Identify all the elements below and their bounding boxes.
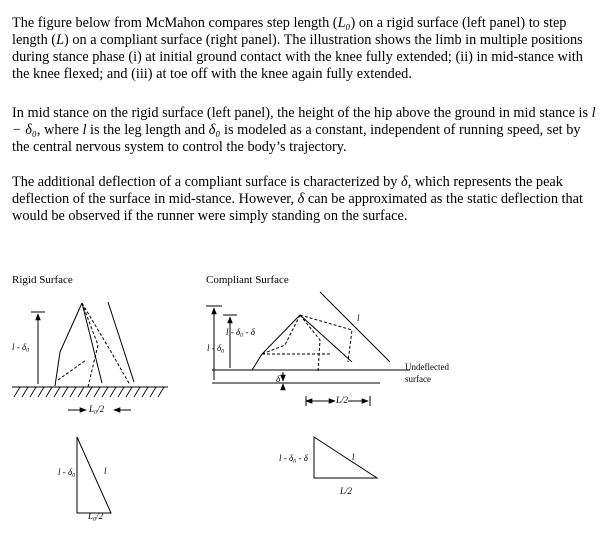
- symbol-L0: L₀: [337, 15, 351, 31]
- rigid-limb-contact: [55, 303, 82, 386]
- compliant-height-outer-label: l - δ₀: [207, 343, 225, 353]
- compliant-tri-hyp-label: l: [352, 452, 355, 462]
- compliant-triangle: [314, 437, 377, 478]
- compliant-paragraph: The additional deflection of a compliant surface is characterized by δ, which represents the peak deflection of the surface in mid-stance. However, δ can be approximated as the static deflection that would be observed if the runner were simply standing on the surface.: [12, 174, 583, 224]
- intro-paragraph: The figure below from McMahon compares step length (L₀) on a rigid surface (left panel) to step length (L) on a compliant surface (right panel). The illustration shows the limb in multiple positions during stance phase (i) at initial ground contact with the knee fully extended; (ii) in mid-stance with the knee flexed; and (iii) at toe off with the knee again fully extended.: [12, 15, 583, 82]
- compliant-leg-label: l: [357, 313, 360, 323]
- rigid-limb-midstance: [82, 303, 98, 387]
- compliant-delta-label: δ: [276, 374, 281, 384]
- rigid-tri-hyp-label: l: [104, 466, 107, 476]
- rigid-step-label: L₀/2: [89, 404, 105, 414]
- rigid-limb-toeoff: [82, 303, 130, 385]
- rigid-height-label: l - δ₀: [12, 342, 30, 352]
- compliant-limb-contact: [252, 315, 300, 370]
- rigid-ground-hatch: [14, 387, 164, 397]
- symbol-delta: δ: [401, 174, 408, 190]
- compliant-surface-title: Compliant Surface: [206, 274, 289, 286]
- symbol-delta0: δ₀: [208, 122, 221, 138]
- rigid-paragraph: In mid stance on the rigid surface (left panel), the height of the hip above the ground in mid stance is l − δ₀, where l is the leg length and δ₀ is modeled as a constant, independent of running speed, set by the central nervous system to control the body’s trajectory.: [12, 105, 596, 155]
- undeflected-surface-label-2: surface: [405, 374, 431, 384]
- rigid-tri-height-label: l - δ₀: [58, 467, 76, 477]
- compliant-height-inner-label: l - δ₀ - δ: [226, 327, 255, 337]
- undeflected-surface-label-1: Undeflected: [405, 362, 449, 372]
- symbol-l: l: [82, 122, 87, 138]
- compliant-panel: [206, 292, 410, 478]
- symbol-delta-2: δ: [297, 191, 305, 207]
- compliant-tri-height-label: l - δ₀ - δ: [279, 453, 308, 463]
- compliant-step-label: L/2: [336, 395, 349, 405]
- symbol-L: L: [56, 32, 65, 48]
- compliant-leg-shifted: [320, 292, 390, 362]
- rigid-surface-title: Rigid Surface: [12, 274, 73, 286]
- rigid-tri-base-label: L₀/2: [88, 511, 104, 521]
- expr-hip-height: l − δ₀: [12, 105, 596, 138]
- compliant-tri-base-label: L/2: [340, 486, 353, 496]
